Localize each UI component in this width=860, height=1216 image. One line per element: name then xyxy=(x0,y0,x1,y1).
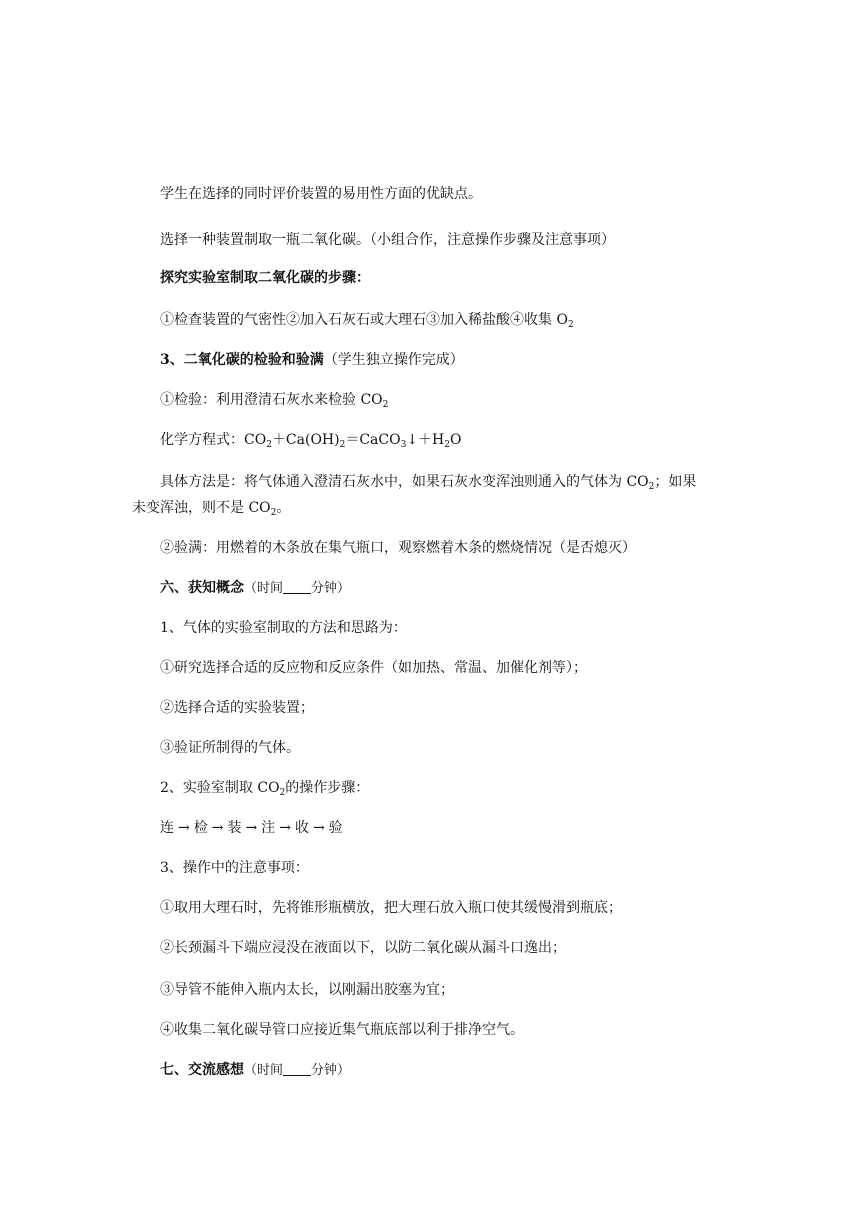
paragraph-2: 选择一种装置制取一瓶二氧化碳。（小组合作，注意操作步骤及注意事项） xyxy=(160,232,615,248)
arrow-icon: → xyxy=(279,820,291,836)
paragraph-steps xyxy=(160,310,574,330)
concept-2 xyxy=(160,778,369,798)
eq-part: ＝CaCO xyxy=(345,432,401,448)
heading-bold: 六、获知概念 xyxy=(160,580,244,596)
method-text: 未变浑浊，则不是 CO xyxy=(132,500,271,516)
concept-text: 的操作步骤： xyxy=(285,780,370,796)
step: 检 xyxy=(193,820,208,836)
concept-3-item-1: ①取用大理石时，先将锥形瓶横放，把大理石放入瓶口使其缓慢滑到瓶底； xyxy=(160,900,622,916)
eq-part: O xyxy=(450,432,462,448)
method-text: ；如果 xyxy=(654,474,697,490)
steps-text: ①检查装置的气密性②加入石灰石或大理石③加入稀盐酸④收集 O xyxy=(160,312,568,328)
subscript: 2 xyxy=(648,482,655,492)
step: 连 xyxy=(160,820,174,836)
time-blank xyxy=(283,579,311,594)
section-heading-concept xyxy=(160,578,350,599)
concept-1-item-2: ②选择合适的实验装置； xyxy=(160,700,314,716)
eq-part: ＋Ca(OH) xyxy=(271,432,340,448)
concept-3: 3、操作中的注意事项： xyxy=(160,860,309,876)
subscript: 3 xyxy=(400,440,407,450)
step: 注 xyxy=(261,820,276,836)
arrow-icon: → xyxy=(211,820,224,836)
concept-3-item-3: ③导管不能伸入瓶内太长，以刚漏出胶塞为宜； xyxy=(160,982,454,998)
concept-3-item-2: ②长颈漏斗下端应浸没在液面以下，以防二氧化碳从漏斗口逸出； xyxy=(160,940,566,956)
time-label: （时间 xyxy=(244,581,284,596)
time-blank xyxy=(283,1061,311,1076)
subscript: 2 xyxy=(444,440,451,450)
paragraph-method-1 xyxy=(160,472,696,492)
section-heading-test xyxy=(160,350,464,370)
time-label: （时间 xyxy=(244,1063,284,1078)
subscript: 2 xyxy=(382,400,389,410)
step: 装 xyxy=(227,820,242,836)
method-text: 具体方法是：将气体通入澄清石灰水中，如果石灰水变浑浊则通入的气体为 CO xyxy=(160,474,649,490)
section-heading-reflection xyxy=(160,1060,350,1081)
paragraph-1: 学生在选择的同时评价装置的易用性方面的优缺点。 xyxy=(160,186,482,202)
operation-steps xyxy=(160,818,343,838)
time-unit: 分钟） xyxy=(311,581,351,596)
concept-1-item-3: ③验证所制得的气体。 xyxy=(160,740,300,756)
concept-1-item-1: ①研究选择合适的反应物和反应条件（如加热、常温、加催化剂等）； xyxy=(160,660,587,676)
paragraph-full-check: ②验满：用燃着的木条放在集气瓶口，观察燃着木条的燃烧情况（是否熄灭） xyxy=(160,540,636,556)
concept-3-item-4: ④收集二氧化碳导管口应接近集气瓶底部以利于排净空气。 xyxy=(160,1022,524,1038)
paragraph-method-2 xyxy=(132,498,290,518)
subscript: 2 xyxy=(279,788,286,798)
test-text: ①检验：利用澄清石灰水来检验 CO xyxy=(160,392,383,408)
heading-bold: 七、交流感想 xyxy=(160,1062,244,1078)
step: 验 xyxy=(328,820,343,836)
subscript: 2 xyxy=(567,320,574,330)
time-unit: 分钟） xyxy=(311,1063,351,1078)
method-text: 。 xyxy=(276,500,291,516)
concept-1: 1、气体的实验室制取的方法和思路为： xyxy=(160,620,407,636)
arrow-icon: → xyxy=(178,820,190,836)
subscript: 2 xyxy=(270,508,277,518)
concept-text: 2、实验室制取 CO xyxy=(160,780,280,796)
arrow-icon: → xyxy=(245,820,258,836)
heading-note: （学生独立操作完成） xyxy=(323,352,464,368)
eq-part: 化学方程式：CO xyxy=(160,432,267,448)
heading-bold: 3、二氧化碳的检验和验满 xyxy=(160,352,324,368)
chemical-equation xyxy=(160,430,462,450)
step: 收 xyxy=(294,820,309,836)
subscript: 2 xyxy=(266,440,272,450)
eq-part: ↓＋H xyxy=(406,432,445,448)
subscript: 2 xyxy=(339,440,346,450)
section-heading-steps: 探究实验室制取二氧化碳的步骤： xyxy=(160,270,370,286)
paragraph-test xyxy=(160,390,388,410)
arrow-icon: → xyxy=(312,820,325,836)
